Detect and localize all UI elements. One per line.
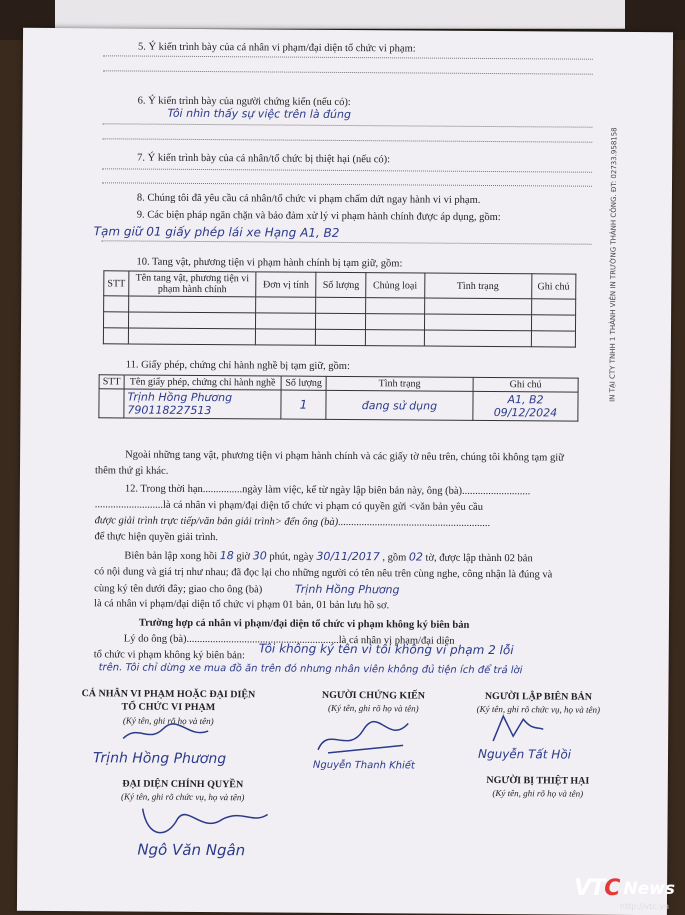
closing-text: phút, ngày bbox=[269, 551, 314, 563]
signer-3-name: Nguyễn Tất Hồi bbox=[477, 746, 572, 762]
item-12-line: ..........................là cá nhân vi phạm/đại diện tổ chức vi phạm có quyền gửi <văn bản yêu cầu bbox=[94, 499, 483, 513]
dotted-line bbox=[102, 123, 592, 127]
item-12-line: để thực hiện quyền giải trình. bbox=[94, 531, 219, 544]
paragraph-line: Ngoài những tang vật, phương tiện vi phạm hành chính và các giấy tờ nêu trên, chúng tôi không tạm giữ bbox=[125, 449, 564, 464]
signatory-title: TỔ CHỨC VI PHẠM bbox=[121, 701, 216, 714]
closing-text: giờ bbox=[236, 551, 251, 563]
item-9-label: 9. Các biện pháp ngăn chặn và bảo đảm xử lý vi phạm hành chính được áp dụng, gồm: bbox=[136, 209, 501, 224]
signature-3 bbox=[488, 711, 548, 746]
signature-1 bbox=[118, 718, 218, 749]
table-header-cell: Tên tang vật, phương tiện vi phạm hành chính bbox=[129, 271, 256, 297]
item-12-line: 12. Trong thời hạn...............ngày làm việc, kể từ ngày lập biên bản này, ông (bà).......................... bbox=[124, 483, 531, 498]
signatory-subtitle: (Ký tên, ghi rõ họ và tên) bbox=[122, 715, 214, 727]
paragraph-line: thêm thứ gì khác. bbox=[94, 465, 169, 477]
license-quantity: 1 bbox=[299, 397, 308, 412]
vtc-news-watermark bbox=[574, 876, 675, 901]
document-page bbox=[17, 28, 673, 915]
table-header-cell: Đơn vị tính bbox=[256, 272, 317, 297]
watermark-text: News bbox=[623, 878, 675, 899]
refusal-handwriting: trên. Tôi chỉ dừng xe mua đồ ăn trên đó nhưng nhân viên không đủ tiện ích để trả lời bbox=[98, 662, 523, 677]
refusal-line: Lý do ông (bà)..........................................................là cá nhân vi phạm/đại diện bbox=[123, 633, 455, 647]
signature-4 bbox=[132, 799, 272, 845]
license-table bbox=[98, 374, 578, 421]
table-header-cell: Ghi chú bbox=[531, 274, 576, 299]
paragraph-line: là cá nhân vi phạm/đại diện tổ chức vi phạm 01 bản, 01 bản lưu hồ sơ. bbox=[94, 598, 390, 612]
signer-1-name: Trịnh Hồng Phương bbox=[92, 750, 227, 768]
license-status: đang sử dụng bbox=[361, 398, 438, 413]
signatory-title: NGƯỜI BỊ THIỆT HẠI bbox=[486, 774, 590, 787]
table-header-cell: STT bbox=[104, 271, 129, 296]
table-row bbox=[99, 389, 578, 421]
license-class: A1, B2 bbox=[507, 393, 544, 407]
item-5-label: 5. Ý kiến trình bày của cá nhân vi phạm/đại diện tổ chức vi phạm: bbox=[137, 41, 416, 55]
closing-pages: 02 bbox=[408, 550, 423, 564]
signatory-title: NGƯỜI CHỨNG KIẾN bbox=[321, 689, 426, 702]
logo-text: C bbox=[604, 876, 620, 901]
printer-imprint: IN TẠI CTY TNHH 1 THÀNH VIÊN IN TRƯỜNG THÀNH CÔNG. ĐT: 02733.958158 bbox=[608, 127, 619, 402]
paragraph-line bbox=[94, 581, 399, 597]
table-header-cell: Ghi chú bbox=[473, 377, 578, 392]
signatory-subtitle: (Ký tên, ghi rõ chức vụ, họ và tên) bbox=[121, 791, 245, 803]
item-6-handwriting: Tôi nhìn thấy sự việc trên là đúng bbox=[167, 106, 352, 122]
closing-text: , gồm bbox=[382, 552, 407, 564]
vtc-logo bbox=[574, 876, 619, 901]
closing-line bbox=[124, 548, 532, 565]
refusal-handwriting: Tôi không ký tên vì tôi không vi phạm 2 lỗi bbox=[258, 641, 514, 658]
signatory-title: ĐẠI DIỆN CHÍNH QUYỀN bbox=[122, 778, 244, 791]
item-12-line: được giải trình trực tiếp/văn bản giải trình> đến ông (bà).......................................................... bbox=[94, 515, 491, 530]
closing-text: Biên bản lập xong hồi bbox=[124, 550, 218, 563]
signatory-subtitle: (Ký tên, ghi rõ họ và tên) bbox=[327, 702, 419, 714]
paragraph-text: cùng ký tên dưới đây; giao cho ông (bà) bbox=[94, 583, 263, 596]
signatory-subtitle: (Ký tên, ghi rõ họ và tên) bbox=[492, 788, 584, 799]
logo-text: VT bbox=[574, 876, 605, 901]
item-10-label: 10. Tang vật, phương tiện vi phạm hành chính bị tạm giữ, gồm: bbox=[136, 256, 403, 270]
dotted-line bbox=[103, 70, 593, 74]
watermark-url: http://vtc.vn bbox=[619, 902, 669, 911]
table-header-cell: Tên giấy phép, chứng chỉ hành nghề bbox=[124, 375, 281, 390]
refusal-line: tổ chức vi phạm không ký biên bản: bbox=[93, 649, 245, 662]
closing-minute: 30 bbox=[252, 549, 267, 563]
dotted-line bbox=[102, 138, 592, 142]
license-expiry: 09/12/2024 bbox=[493, 406, 558, 420]
table-header-cell: Tình trạng bbox=[424, 273, 531, 299]
item-7-label: 7. Ý kiến trình bày của cá nhân/tổ chức bị thiệt hại (nếu có): bbox=[137, 152, 391, 166]
recipient-name: Trịnh Hồng Phương bbox=[294, 582, 400, 597]
license-number: 790118227513 bbox=[127, 403, 212, 418]
table-header-cell: Chủng loại bbox=[366, 273, 425, 298]
seized-items-table bbox=[103, 270, 577, 347]
signatory-subtitle: (Ký tên, ghi rõ chức vụ, họ và tên) bbox=[476, 703, 601, 715]
item-8-label: 8. Chúng tôi đã yêu cầu cá nhân/tổ chức vi phạm chấm dứt ngay hành vi vi phạm. bbox=[136, 192, 481, 206]
paragraph-line: có nội dung và giá trị như nhau; đã đọc lại cho những người có tên nêu trên cùng nghe, công nhận là đúng và bbox=[94, 566, 553, 581]
dotted-line bbox=[102, 240, 592, 244]
item-9-handwriting: Tạm giữ 01 giấy phép lái xe Hạng A1, B2 bbox=[93, 224, 340, 240]
closing-date: 30/11/2017 bbox=[316, 549, 380, 564]
signatory-title: CÁ NHÂN VI PHẠM HOẶC ĐẠI DIỆN bbox=[81, 688, 256, 701]
signer-2-name: Nguyễn Thanh Khiết bbox=[312, 759, 415, 772]
item-11-label: 11. Giấy phép, chứng chỉ hành nghề bị tạm giữ, gồm: bbox=[125, 359, 350, 373]
dotted-line bbox=[102, 182, 592, 186]
previous-page-edge bbox=[55, 0, 625, 29]
signatory-title: NGƯỜI LẬP BIÊN BẢN bbox=[484, 690, 593, 703]
table-header-cell: STT bbox=[99, 375, 124, 389]
table-header-cell: Số lượng bbox=[316, 272, 366, 297]
closing-text: tờ, được lập thành 02 bản bbox=[425, 552, 533, 565]
table-row bbox=[103, 328, 575, 347]
signature-2 bbox=[308, 715, 418, 761]
dotted-line bbox=[103, 55, 593, 59]
closing-hour: 18 bbox=[219, 549, 234, 563]
refusal-title: Trường hợp cá nhân vi phạm/đại diện tổ chức vi phạm không ký biên bản bbox=[138, 617, 470, 631]
table-header-cell: Tình trạng bbox=[326, 376, 473, 391]
table-header-cell: Số lượng bbox=[281, 376, 326, 390]
dotted-line bbox=[102, 168, 592, 172]
license-holder-name: Trịnh Hồng Phương bbox=[127, 390, 233, 405]
item-6-label: 6. Ý kiến trình bày của người chứng kiến (nếu có): bbox=[137, 95, 351, 109]
signer-4-name: Ngô Văn Ngân bbox=[137, 840, 246, 860]
table-header-row bbox=[104, 271, 576, 299]
